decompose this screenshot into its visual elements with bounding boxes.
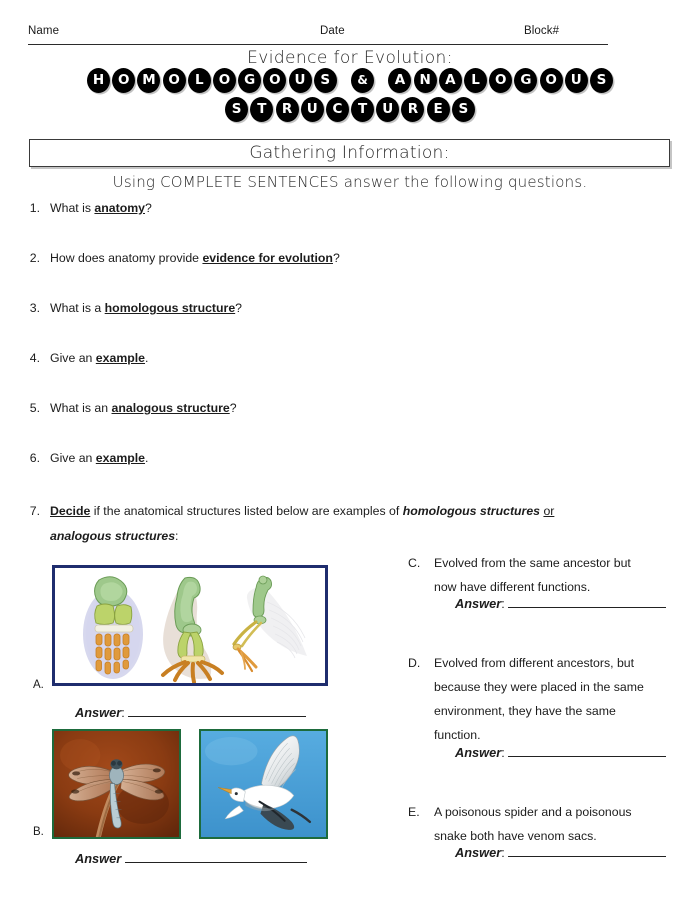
key-term: evidence for evolution — [202, 251, 333, 265]
bubble-letter-u: U — [376, 97, 399, 122]
bubble-letter-o: O — [213, 68, 236, 93]
item-text-line: Evolved from different ancestors, but — [434, 656, 635, 670]
key-term: example — [95, 451, 146, 465]
answer-separator: : — [501, 846, 505, 860]
question-text — [50, 450, 610, 467]
name-label: Name — [28, 25, 60, 37]
block-label: Block# — [524, 25, 560, 37]
question-text — [50, 200, 610, 217]
worksheet-subtitle: Evidence for Evolution: — [247, 48, 453, 68]
question-number: 3. — [29, 301, 40, 315]
question-item — [29, 200, 610, 217]
item-letter: D. — [408, 656, 421, 670]
answer-separator: : — [121, 706, 125, 720]
bubble-letter-n: N — [414, 68, 437, 93]
bubble-letter-u: U — [301, 97, 324, 122]
question-text — [50, 300, 610, 317]
answer-line-D — [455, 745, 666, 760]
homologous-structures-phrase: homologous structures — [402, 504, 541, 518]
question-number: 4. — [29, 351, 40, 365]
image-label-A: A. — [33, 679, 44, 691]
q7-text-body: if the anatomical structures listed below are examples of — [90, 504, 403, 518]
item-text-line: function. — [434, 728, 481, 742]
key-term: example — [95, 351, 146, 365]
bubble-letter-o: O — [263, 68, 286, 93]
right-column-item — [408, 551, 668, 599]
question-number: 5. — [29, 401, 40, 415]
answer-blank[interactable] — [508, 856, 666, 857]
question-item — [29, 250, 610, 267]
bubble-title-line-2 — [0, 97, 700, 122]
bubble-letter-a: A — [388, 68, 411, 93]
header-fields-row — [28, 24, 608, 45]
bubble-letter-t: T — [351, 97, 374, 122]
dragonfly-photo — [52, 729, 181, 839]
item-text-line: snake both have venom sacs. — [434, 829, 597, 843]
image-label-B: B. — [33, 826, 44, 838]
right-column-item — [408, 800, 668, 848]
dragonfly-artwork — [54, 731, 179, 837]
bubble-letter-&: & — [351, 68, 374, 93]
answer-separator: : — [501, 597, 505, 611]
bubble-letter-l: L — [464, 68, 487, 93]
answer-line-A — [75, 705, 306, 720]
question-text — [50, 400, 610, 417]
question-item — [29, 450, 610, 467]
bubble-letter-c: C — [326, 97, 349, 122]
bubble-letter-u: U — [289, 68, 312, 93]
right-column-item — [408, 651, 668, 747]
item-letter: C. — [408, 556, 421, 570]
bubble-letter-o: O — [540, 68, 563, 93]
key-term: analogous structure — [111, 401, 230, 415]
question-7 — [29, 499, 670, 549]
answer-separator: : — [501, 746, 505, 760]
answer-blank[interactable] — [125, 862, 307, 863]
bubble-letter-u: U — [565, 68, 588, 93]
bubble-letter-g: G — [238, 68, 261, 93]
question-number: 6. — [29, 451, 40, 465]
item-text-line: because they were placed in the same — [434, 680, 644, 694]
bubble-letter-s: S — [225, 97, 248, 122]
question-text-fragment: . — [145, 351, 149, 365]
question-text-fragment: ? — [229, 401, 237, 415]
question-item — [29, 400, 610, 417]
item-letter: E. — [408, 805, 420, 819]
answer-label: Answer — [455, 596, 502, 611]
question-7-line-2 — [50, 524, 670, 549]
answer-line-C — [455, 596, 666, 611]
question-number: 1. — [29, 201, 40, 215]
bubble-letter-s: S — [452, 97, 475, 122]
decide-keyword: Decide — [50, 504, 91, 518]
bubble-letter-o: O — [163, 68, 186, 93]
or-keyword: or — [543, 504, 555, 518]
question-text-fragment: ? — [235, 301, 243, 315]
bubble-letter-s: S — [590, 68, 613, 93]
flying-egret-photo — [199, 729, 328, 839]
bubble-letter-o: O — [489, 68, 512, 93]
item-text-line: environment, they have the same — [434, 704, 616, 718]
bubble-letter-o: O — [112, 68, 135, 93]
question-text — [50, 250, 610, 267]
egret-artwork — [201, 731, 326, 837]
answer-blank[interactable] — [508, 756, 666, 757]
answer-label: Answer — [75, 851, 122, 866]
question-number: 7. — [29, 504, 40, 518]
item-text-line: A poisonous spider and a poisonous — [434, 805, 632, 819]
item-text-line: now have different functions. — [434, 580, 591, 594]
instruction-text: Using COMPLETE SENTENCES answer the following questions. — [112, 173, 588, 191]
bubble-title-line-1 — [0, 68, 700, 93]
limb-bones-artwork — [55, 568, 325, 683]
bubble-letter-m: M — [137, 68, 160, 93]
question-text — [50, 350, 610, 367]
answer-line-E — [455, 845, 666, 860]
question-item — [29, 300, 610, 317]
gathering-information-box — [29, 139, 670, 167]
bubble-letter-a: A — [439, 68, 462, 93]
question-item — [29, 350, 610, 367]
question-text-fragment: ? — [332, 251, 340, 265]
answer-line-B — [75, 851, 307, 866]
question-text-fragment: . — [145, 451, 149, 465]
question-number: 2. — [29, 251, 40, 265]
bubble-gap — [339, 68, 349, 93]
bubble-letter-t: T — [250, 97, 273, 122]
key-term: anatomy — [94, 201, 145, 215]
answer-label: Answer — [75, 705, 122, 720]
bubble-letter-g: G — [514, 68, 537, 93]
answer-label: Answer — [455, 745, 502, 760]
date-label: Date — [320, 25, 345, 37]
answer-blank[interactable] — [128, 716, 306, 717]
question-text-fragment: Give an — [50, 351, 96, 365]
question-7-line-1 — [50, 499, 670, 524]
item-text-line: Evolved from the same ancestor but — [434, 556, 631, 570]
answer-blank[interactable] — [508, 607, 666, 608]
homologous-limb-bones-diagram — [52, 565, 328, 686]
question-text-fragment: What is — [50, 201, 95, 215]
question-text-fragment: What is a — [50, 301, 105, 315]
q7-colon: : — [175, 529, 179, 543]
key-term: homologous structure — [104, 301, 236, 315]
question-text-fragment: How does anatomy provide — [50, 251, 203, 265]
gathering-information-title: Gathering Information: — [249, 143, 450, 163]
question-text-fragment: Give an — [50, 451, 96, 465]
bubble-letter-s: S — [314, 68, 337, 93]
bubble-letter-r: R — [276, 97, 299, 122]
bubble-letter-r: R — [401, 97, 424, 122]
bubble-letter-h: H — [87, 68, 110, 93]
answer-label: Answer — [455, 845, 502, 860]
question-text-fragment: What is an — [50, 401, 112, 415]
bubble-gap — [376, 68, 386, 93]
bubble-letter-e: E — [427, 97, 450, 122]
question-text-fragment: ? — [145, 201, 152, 215]
analogous-structures-phrase: analogous structures — [50, 529, 176, 543]
bubble-letter-l: L — [188, 68, 211, 93]
